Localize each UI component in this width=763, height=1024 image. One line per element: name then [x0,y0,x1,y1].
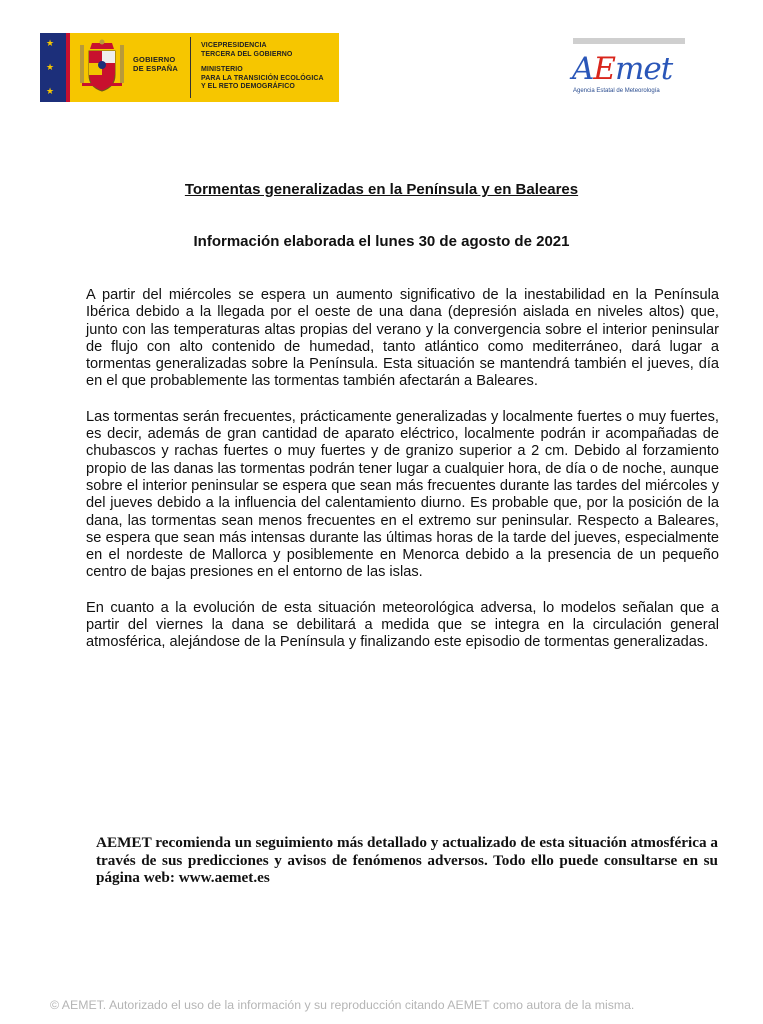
ministry-line: Y EL RETO DEMOGRÁFICO [201,83,295,90]
ministry-line: PARA LA TRANSICIÓN ECOLÓGICA [201,74,324,82]
eu-flag-stripe [40,33,66,102]
body-paragraph: Las tormentas serán frecuentes, prácticamente generalizadas y localmente fuertes o muy fuertes, es decir, además de gran cantidad de aparato eléctrico, localmente podrán ir acompañadas de chubascos y rachas fuertes o muy fuertes y de granizo superior a 2 cm. Debido al forzamiento propio de las danas las tormentas podrán tener lugar a cualquier hora, de día o de noche, aunque sobre el interior peninsular se espera que sean más frecuentes durante las tardes del miércoles y del jueves debido a la influencia del calentamiento diurno. Es probable que, por la posición de la dana, las tormentas sean menos frecuentes en el extremo sur peninsular. Respecto a Baleares, se espera que sean más intensas durante las últimas horas de la tarde del jueves, especialmente en el nordeste de Mallorca y posiblemente en Menorca debido a la presencia de un pequeño centro de bajas presiones en el entorno de las islas. [86,408,719,581]
body-paragraph: A partir del miércoles se espera un aumento significativo de la inestabilidad en la Península Ibérica debido a la llegada por el oeste de una dana (depresión aislada en niveles altos) que, junto con las temperaturas altas propias del verano y la convergencia sobre el interior peninsular de flujo con alto contenido de humedad, tanto atlántico como mediterráneo, dará lugar a tormentas generalizadas sobre la Península. Esta situación se mantendrá también el jueves, día en el que probablemente las tormentas también afectarán a Baleares. [86,287,719,390]
aemet-wordmark-e: E [593,51,616,87]
government-name [133,55,178,73]
government-of-spain-logo [40,33,339,102]
vicepresidency-line: VICEPRESIDENCIA [201,42,267,49]
aemet-subtitle: Agencia Estatal de Meteorología [573,88,660,94]
recommendation-note: AEMET recomienda un seguimiento más detallado y actualizado de esta situación atmosférica a través de sus predicciones y avisos de fenómenos adversos. Todo ello puede consultarse en su página web: www.aemet.es [96,834,718,887]
aemet-header-bar [573,38,685,44]
coat-of-arms-icon [78,39,126,95]
star-icon: ★ [46,86,55,96]
government-name-line: DE ESPAÑA [133,64,179,73]
ministry-line: MINISTERIO [201,66,243,73]
vicepresidency-line: TERCERA DEL GOBIERNO [201,50,293,58]
aemet-wordmark-a: A [572,51,594,87]
copyright-footer: © AEMET. Autorizado el uso de la información y su reproducción citando AEMET como autora de la misma. [50,998,635,1012]
document-title: Tormentas generalizadas en la Península y en Baleares [184,181,579,198]
star-icon: ★ [46,38,55,48]
aemet-logo [572,52,672,100]
star-icon: ★ [46,62,55,72]
document-body [86,287,719,670]
government-name-line: GOBIERNO [133,55,176,64]
aemet-wordmark [572,52,672,86]
aemet-wordmark-met: met [615,51,673,87]
document-date: Información elaborada el lunes 30 de agosto de 2021 [193,233,570,250]
ministry-name [201,42,339,92]
body-paragraph: En cuanto a la evolución de esta situación meteorológica adversa, lo modelos señalan que a partir del viernes la dana se debilitará a medida que se integra en la circulación general atmosférica, alejándose de la Península y finalizando este episodio de tormentas generalizadas. [86,599,719,651]
logo-divider [190,37,191,98]
flag-red-stripe [66,33,70,102]
